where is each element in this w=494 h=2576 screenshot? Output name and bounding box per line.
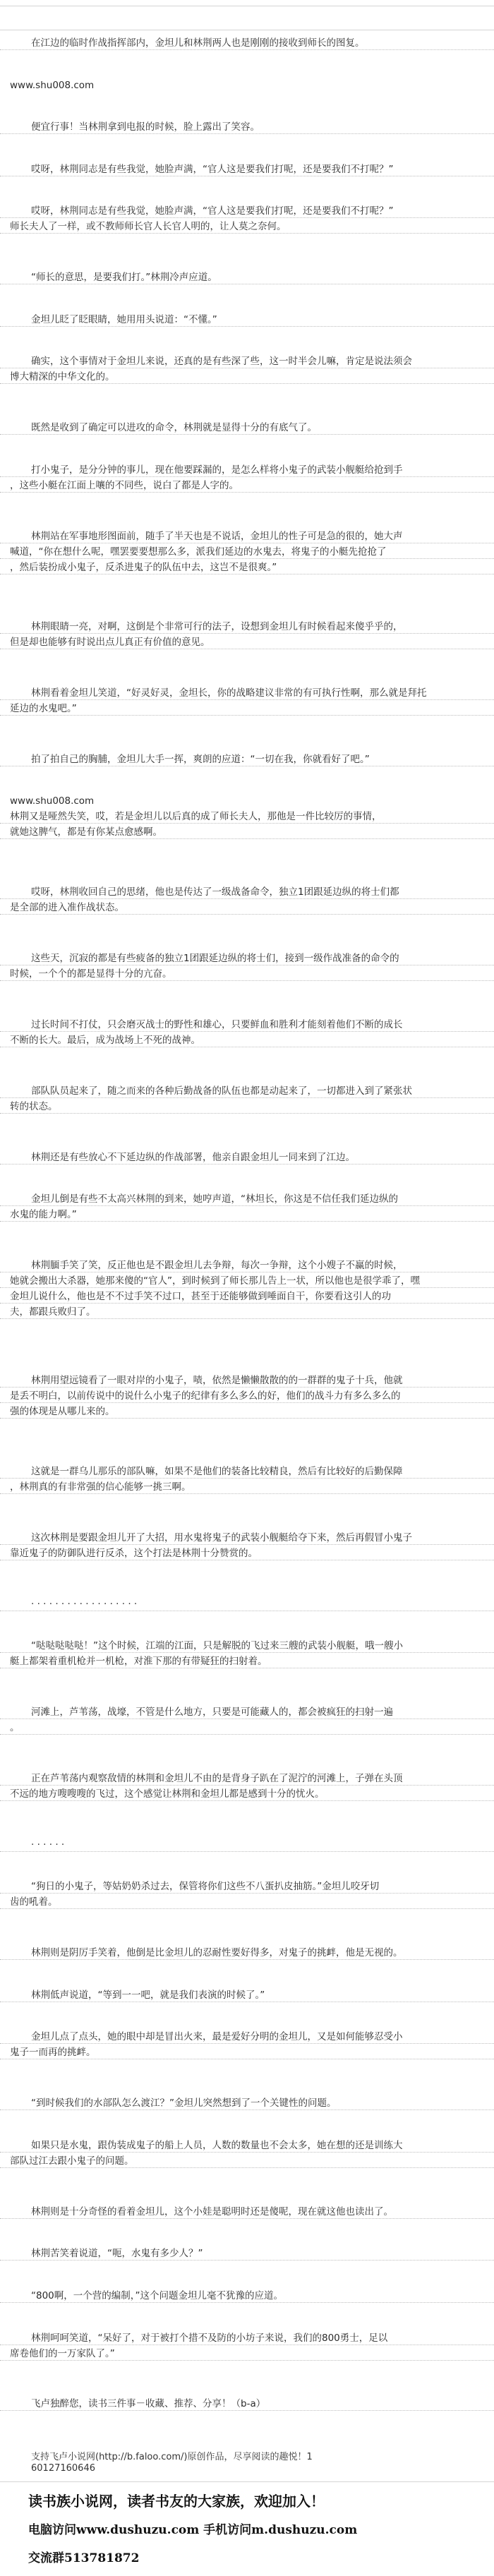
paragraph-line: 转的状态。 bbox=[10, 1100, 58, 1112]
paragraph-line: 喊道，“你在想什么呢，嘿罢要要想那么多，派我们延边的水鬼去，将鬼子的小艇先抢抢了 bbox=[10, 546, 387, 558]
underline bbox=[0, 1908, 494, 1909]
paragraph-line: 。 bbox=[10, 1722, 20, 1734]
paragraph-line: 不断的长大。最后，成为战场上不死的战神。 bbox=[10, 1034, 200, 1046]
paragraph-line: 金坦儿眨了眨眼睛，她用用头说道：“不懂。” bbox=[31, 313, 217, 325]
underline bbox=[0, 2167, 494, 2168]
underline bbox=[0, 1221, 494, 1222]
paragraph-line: “哒哒哒哒哒！”这个时候，江端的江面，只是解脱的飞过来三艘的武装小舰艇，哦一艘小 bbox=[31, 1640, 403, 1652]
underline bbox=[0, 233, 494, 234]
paragraph-line: 金坦儿说什么，他也是不不过手笑不过口，甚至于还能够做到唾面自干，你要看这引人的功 bbox=[10, 1291, 391, 1303]
underline bbox=[0, 1418, 494, 1419]
paragraph-line: 这就是一群乌儿那乐的部队嘛，如果不是他们的装备比较精良，然后有比较好的后勤保障 bbox=[31, 1465, 403, 1477]
paragraph-line: ，然后装扮成小鬼子，反杀进鬼子的队伍中去，这岂不是很爽。” bbox=[10, 561, 277, 573]
underline bbox=[0, 699, 494, 700]
paragraph-line: 博大精深的中华文化的。 bbox=[10, 371, 115, 383]
underline bbox=[0, 1318, 494, 1319]
paragraph-line: 林荆用望远镜看了一眼对岸的小鬼子，啧，依然是懒懒散散的的一群群的鬼子十兵，他就 bbox=[31, 1375, 403, 1387]
underline bbox=[0, 1387, 494, 1388]
underline bbox=[0, 1205, 494, 1206]
paragraph-line: 林荆站在军事地形图面前，随手了半天也是不说话，金坦儿的性子可是急的很的，她大声 bbox=[31, 530, 403, 542]
paragraph-line: 鬼子一而再的挑衅。 bbox=[10, 2047, 96, 2059]
paragraph-line: 部队队员起来了，随之而来的各种后勤战备的队伍也都是动起来了，一切都进入到了紧张状 bbox=[31, 1085, 412, 1097]
watermark-text: www.shu008.com bbox=[10, 79, 95, 91]
paragraph-line: 金坦儿点了点头，她的眼中却是冒出火来，最是爱好分明的金坦儿，又是如何能够忍受小 bbox=[31, 2031, 403, 2043]
paragraph-line: 哎呀，林荆收回自己的思绪，他也是传达了一级战备命令，独立1团跟延边纵的将士们都 bbox=[31, 886, 399, 898]
underline bbox=[0, 2043, 494, 2044]
underline bbox=[0, 1493, 494, 1494]
underline bbox=[0, 2302, 494, 2303]
paragraph-line: 但是却也能够有时说出点儿真正有价值的意见。 bbox=[10, 636, 210, 648]
underline bbox=[0, 476, 494, 477]
underline bbox=[0, 838, 494, 839]
paragraph-line: 延边的水鬼吧。” bbox=[10, 702, 77, 714]
paragraph-line: 不远的地方嗖嗖嗖的飞过，这个感觉让林荆和金坦儿都是感到十分的忧火。 bbox=[10, 1788, 325, 1800]
underline bbox=[0, 715, 494, 716]
underline bbox=[0, 2152, 494, 2153]
underline bbox=[0, 558, 494, 559]
paragraph-line: 艇上都架着重机枪并一机枪，对淮下那的有带疑狂的扫射着。 bbox=[10, 1656, 267, 1668]
underline bbox=[0, 2109, 494, 2110]
paragraph-line: 林荆呵呵笑道，“呆好了，对于被打个措不及防的小坊子来说，我们的800勇士，足以 bbox=[31, 2332, 388, 2344]
footer-rule bbox=[0, 2481, 494, 2482]
paragraph-line: 靠近鬼子的防御队进行反杀，这个打法是林荆十分赞赏的。 bbox=[10, 1547, 258, 1559]
underline bbox=[0, 1113, 494, 1114]
underline bbox=[0, 2410, 494, 2411]
paragraph-line: 林荆又是哑然失笑，哎，若是金坦儿以后真的成了师长夫人，那他是一件比较厉的事情， bbox=[10, 811, 382, 823]
paragraph-line: 金坦儿倒是有些不太高兴林荆的到来，她哼声道，“林坦长，你这是不信任我们延边纵的 bbox=[31, 1193, 398, 1205]
paragraph-line: 时候，一个个的都是显得十分的亢奋。 bbox=[10, 968, 172, 980]
underline bbox=[0, 1800, 494, 1801]
underline bbox=[0, 914, 494, 915]
underline bbox=[0, 1959, 494, 1960]
paragraph-line: · · · · · · bbox=[31, 1838, 65, 1850]
underline bbox=[0, 1478, 494, 1479]
paragraph-line: 这次林荆是要跟金坦儿开了大招，用水鬼将鬼子的武装小舰艇给夺下来，然后再假冒小鬼子 bbox=[31, 1531, 412, 1543]
paragraph-line: 飞卢独醉您，读书三件事－收藏、推荐、分享！（b-a） bbox=[31, 2398, 266, 2410]
underline bbox=[0, 492, 494, 493]
paragraph-line: 这些天，沉寂的都是有些疲备的独立1团跟延边纵的将士们，接到一级作战准备的命令的 bbox=[31, 952, 399, 964]
underline bbox=[0, 1287, 494, 1288]
paragraph-line: ，林荆真的有非常强的信心能够一挑三啊。 bbox=[10, 1481, 191, 1493]
underline bbox=[0, 1734, 494, 1735]
underline bbox=[0, 980, 494, 981]
paragraph-line: 席卷他们的一万家队了。” bbox=[10, 2347, 115, 2359]
underline bbox=[0, 2218, 494, 2219]
paragraph-line: 林荆低声说道，“等到一一吧，就是我们表演的时候了。” bbox=[31, 1989, 265, 2001]
paragraph-line: “师长的意思，是要我们打。”林荆冷声应道。 bbox=[31, 272, 217, 284]
paragraph-line: 便宜行事！当林荆拿到电报的时候，脸上露出了笑容。 bbox=[31, 121, 260, 133]
paragraph-line: 林荆看着金坦儿笑道，“好灵好灵，金坦长，你的战略建议非常的有可执行性啊，那么就是拜托 bbox=[31, 687, 427, 699]
paragraph-line: 部队过江去跟小鬼子的问题。 bbox=[10, 2155, 134, 2167]
paragraph-line: 林荆则是阴厉手笑着，他倒是比金坦儿的忍耐性要好得多，对鬼子的挑衅，他是无视的。 bbox=[31, 1947, 403, 1959]
paragraph-line: 哎呀，林荆同志是有些我觉，她脸声满，“官人这是要我们打呢，还是要我们不打呢？” bbox=[31, 163, 394, 175]
paragraph-line: 确实，这个事情对于金坦儿来说，还真的是有些深了些，这一时半会儿嘛，肯定是说法须会 bbox=[31, 356, 412, 368]
underline bbox=[0, 633, 494, 634]
underline bbox=[0, 326, 494, 327]
paragraph-line: 拍了拍自己的胸脯，金坦儿大手一挥，爽朗的应道：“一切在我，你就看好了吧。” bbox=[31, 753, 370, 765]
paragraph-line: 她就会搬出大杀器，她那来傻的“官人”，到时候到了师长那儿告上一状，所以他也是很学乖了，嘿 bbox=[10, 1275, 420, 1287]
paragraph-line: ，这些小艇在江面上嚷的不同些，说白了都是人字的。 bbox=[10, 479, 239, 491]
paragraph-line: 打小鬼子，是分分钟的事儿，现在他要踩漏的，是怎么样将小鬼子的武装小舰艇给抢到手 bbox=[31, 464, 403, 476]
underline bbox=[0, 823, 494, 824]
paragraph-line: · · · · · · · · · · · · · · · · · · bbox=[31, 1598, 138, 1610]
underline bbox=[0, 1544, 494, 1545]
underline bbox=[0, 1303, 494, 1304]
underline bbox=[0, 434, 494, 435]
support-text: 支持飞卢小说网(http://b.faloo.com/)原创作品，尽享阅读的趣悦！1 bbox=[31, 2452, 313, 2462]
underline bbox=[0, 133, 494, 134]
underline bbox=[0, 1402, 494, 1403]
promo-access-link[interactable]: 电脑访问www.dushuzu.com 手机访问m.dushuzu.com bbox=[28, 2523, 358, 2537]
underline bbox=[0, 1893, 494, 1894]
support-code: 60127160646 bbox=[31, 2463, 95, 2474]
underline bbox=[0, 1031, 494, 1032]
underline bbox=[0, 2360, 494, 2361]
paragraph-line: 河滩上，芦苇荡，战壕，不管是什么地方，只要是可能藏人的，都会被疯狂的扫射一遍 bbox=[31, 1707, 393, 1719]
underline bbox=[0, 898, 494, 899]
underline bbox=[0, 217, 494, 218]
paragraph-line: 师长夫人了一样，或不教师师长官人长官人明的，让人莫之奈何。 bbox=[10, 221, 287, 233]
paragraph-line: 如果只是水鬼，跟伪装成鬼子的船上人员，人数的数量也不会太多，她在想的还是训练大 bbox=[31, 2139, 403, 2151]
paragraph-line: 林荆眼睛一亮，对啊，这倒是个非常可行的法子，设想到金坦儿有时候看起来傻乎乎的， bbox=[31, 620, 403, 632]
promo-group-number: 交流群513781872 bbox=[28, 2551, 140, 2565]
paragraph-line: 哎呀，林荆同志是有些我觉，她脸声满，“官人这是要我们打呢，还是要我们不打呢？” bbox=[31, 205, 394, 217]
underline bbox=[0, 383, 494, 384]
paragraph-line: “到时候我们的水部队怎么渡江？”金坦儿突然想到了一个关键性的问题。 bbox=[31, 2097, 337, 2109]
paragraph-line: 既然是收到了确定可以进攻的命令，林荆就是显得十分的有底气了。 bbox=[31, 422, 317, 434]
underline bbox=[0, 1097, 494, 1098]
paragraph-line: 过长时间不打仗，只会磨灭战士的野性和雄心，只要鲜血和胜利才能刻着他们不断的成长 bbox=[31, 1018, 403, 1030]
paragraph-line: 齿的吼着。 bbox=[10, 1896, 58, 1908]
paragraph-line: 就她这脾气，都是有你某点愈感啊。 bbox=[10, 826, 162, 838]
underline bbox=[0, 2260, 494, 2261]
paragraph-line: 强的体现是从哪儿来的。 bbox=[10, 1406, 115, 1418]
paragraph-line: 是全部的进入准作战状态。 bbox=[10, 901, 124, 913]
paragraph-line: 林荆则是十分奇怪的看着金坦儿，这个小娃是聪明时还是傻呢，现在就这他也读出了。 bbox=[31, 2205, 393, 2217]
promo-headline: 读书族小说网，读者书友的大家族，欢迎加入！ bbox=[28, 2493, 325, 2510]
underline bbox=[0, 1851, 494, 1852]
underline bbox=[0, 1785, 494, 1786]
paragraph-line: 在江边的临时作战指挥部内，金坦儿和林荆两人也是刚刚的接收到师长的图复。 bbox=[31, 37, 365, 49]
paragraph-line: 是丢不明白，以前传说中的说什么小鬼子的纪律有多么多么的好，他们的战斗力有多么多么的 bbox=[10, 1390, 401, 1402]
watermark-text: www.shu008.com bbox=[10, 795, 95, 807]
underline bbox=[0, 1652, 494, 1653]
paragraph-line: 夫，都跟兵败归了。 bbox=[10, 1306, 96, 1318]
paragraph-line: 正在芦苇荡内观察敌情的林荆和金坦儿不由的是背身子趴在了泥泞的河滩上，子弹在头顶 bbox=[31, 1772, 403, 1784]
paragraph-line: 林荆腼手笑了笑，反正他也是不跟金坦儿去争辩，每次一争辩，这个小嫂子不赢的时候， bbox=[31, 1260, 403, 1272]
paragraph-line: 水鬼的能力啊。” bbox=[10, 1209, 77, 1221]
paragraph-line: 林荆还是有些放心不下延边纵的作战部署，他亲自跟金坦儿一同来到了江边。 bbox=[31, 1151, 355, 1163]
paragraph-line: “狗日的小鬼子，等姑奶奶杀过去，保管将你们这些不八蛋扒皮抽筋。”金坦儿咬牙切 bbox=[31, 1881, 380, 1893]
paragraph-line: 林荆苦笑着说道，“呃，水鬼有多少人？” bbox=[31, 2248, 203, 2260]
paragraph-line: “800啊，一个营的编制，”这个问题金坦儿毫不犹豫的应道。 bbox=[31, 2289, 284, 2301]
underline bbox=[0, 49, 494, 50]
